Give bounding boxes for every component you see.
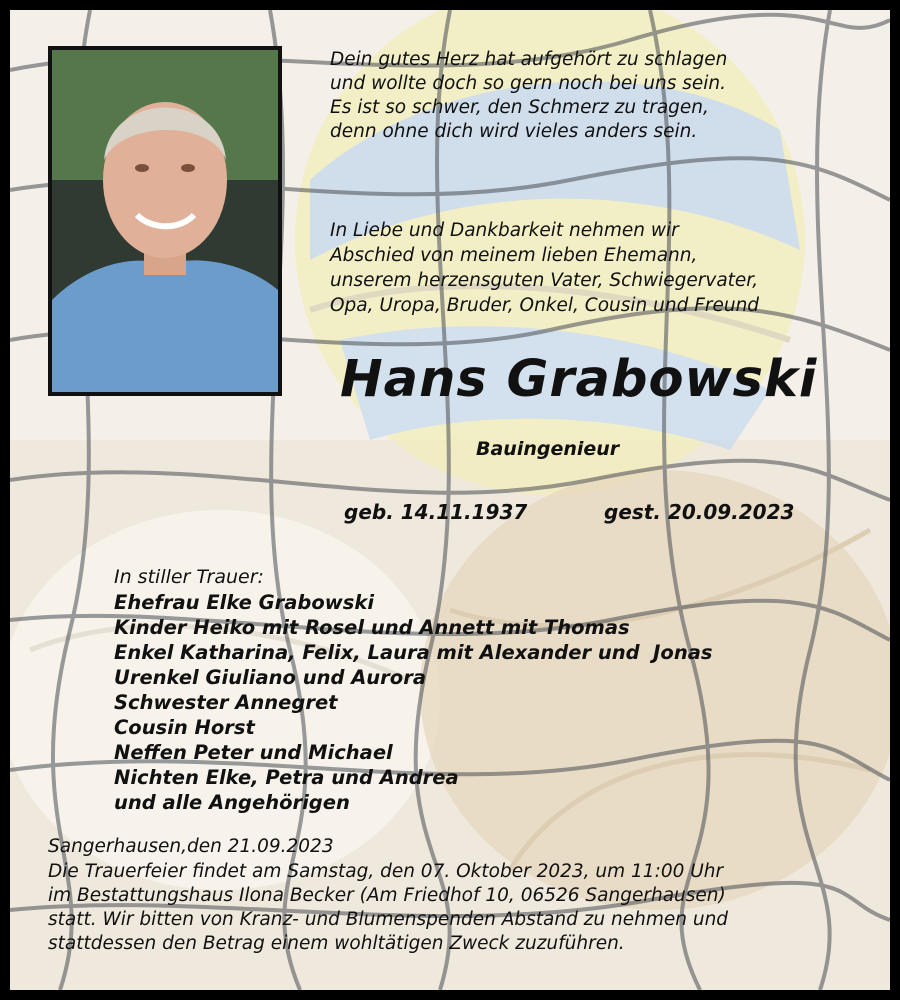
mourner-line: Neffen Peter und Michael [114,741,393,764]
death-date: gest. 20.09.2023 [604,500,795,524]
portrait-icon [52,50,278,392]
memorial-verse: Dein gutes Herz hat aufgehört zu schlagen und wollte doch so gern noch bei uns sein. Es ist so schwer, den Schmerz zu tragen, denn ohne dich wird vieles anders sein. [330,49,728,142]
mourner-line: und alle Angehörigen [114,791,350,814]
deceased-name: Hans Grabowski [340,350,818,409]
mourner-line: Cousin Horst [114,716,255,739]
mourner-line: Schwester Annegret [114,691,338,714]
farewell-intro: In Liebe und Dankbarkeit nehmen wir Abschied von meinem lieben Ehemann, unserem herzensguten Vater, Schwiegervater, Opa, Uropa, Bruder, Onkel, Cousin und Freund [330,220,760,316]
mourner-line: Enkel Katharina, Felix, Laura mit Alexander und Jonas [114,641,713,664]
profession: Bauingenieur [476,438,620,460]
place-and-date: Sangerhausen,den 21.09.2023 [48,836,334,857]
mourner-line: Ehefrau Elke Grabowski [114,591,375,614]
mourner-line: Kinder Heiko mit Rosel und Annett mit Thomas [114,616,630,639]
funeral-notice: Die Trauerfeier findet am Samstag, den 07. Oktober 2023, um 11:00 Uhr im Bestattungshaus Ilona Becker (Am Friedhof 10, 06526 Sangerhausen) statt. Wir bitten von Kranz- und Blumenspenden Abstand zu nehmen und stattdessen den Betrag einem wohltätigen Zweck zuzuführen. [48,861,729,954]
mourner-line: Urenkel Giuliano und Aurora [114,666,426,689]
mourners-list [114,590,712,815]
mourner-line: Nichten Elke, Petra und Andrea [114,766,459,789]
birth-date: geb. 14.11.1937 [344,500,528,524]
portrait-photo [48,46,282,396]
mourning-heading: In stiller Trauer: [114,566,264,588]
obituary-card [10,10,890,990]
